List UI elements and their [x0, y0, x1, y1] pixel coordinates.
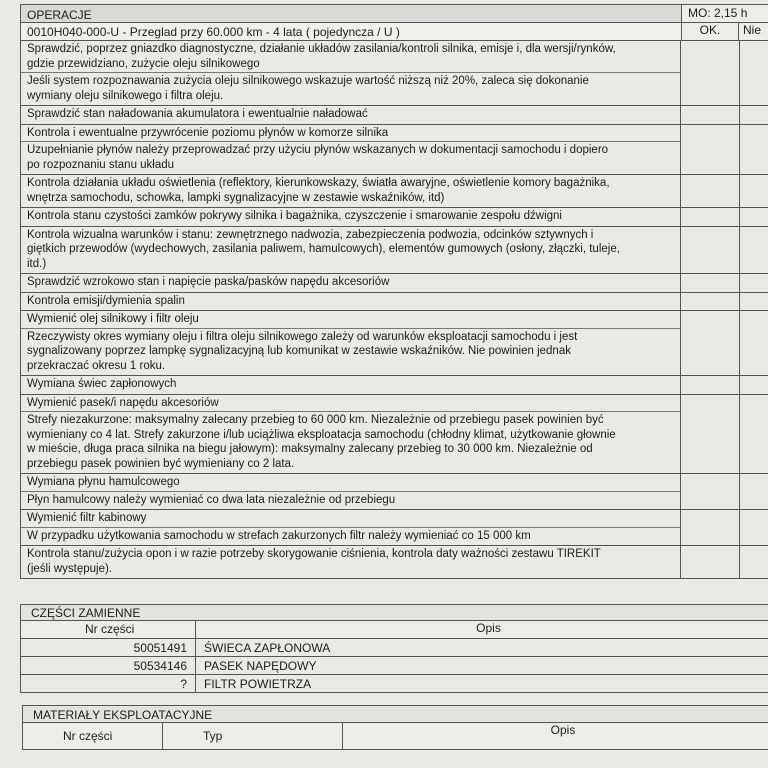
operation-text: [20, 293, 681, 311]
nie-checkbox-cell[interactable]: [740, 293, 768, 311]
operation-row: [20, 125, 768, 176]
operation-text: [20, 376, 681, 394]
materials-col-type: Typ: [163, 723, 343, 749]
operation-note-line: po rozpoznaniu stanu układu: [27, 158, 175, 171]
ok-checkbox-cell[interactable]: [681, 546, 740, 578]
operation-row: [20, 376, 768, 395]
part-number: ?: [21, 675, 196, 692]
materials-title: MATERIAŁY EKSPLOATACYJNE: [23, 705, 768, 723]
ok-checkbox-cell[interactable]: [681, 311, 740, 375]
ok-checkbox-cell[interactable]: [681, 510, 740, 545]
ok-checkbox-cell[interactable]: [681, 274, 740, 292]
ok-checkbox-cell[interactable]: [681, 208, 740, 226]
nie-checkbox-cell[interactable]: [740, 376, 768, 394]
operation-row: [20, 208, 768, 227]
operation-note-line: Uzupełnianie płynów należy przeprowadzać przy użyciu płynów wskazanych w dokumentacji samochodu i dopiero: [27, 144, 609, 156]
operation-text: [20, 474, 681, 509]
operation-row: [20, 510, 768, 546]
part-number: 50051491: [21, 639, 196, 656]
operation-line: wnętrza samochodu, schowka, lampki sygnalizacyjne w zestawie wskaźników, itd): [27, 191, 445, 204]
operation-row: [20, 227, 768, 275]
operation-row: [20, 175, 768, 208]
operation-row: [20, 106, 768, 125]
operations-header: [20, 4, 768, 23]
operation-text: [20, 311, 681, 375]
operation-note-line: Strefy niezakurzone: maksymalny zalecany przebieg to 60 000 km. Niezależnie od przebiegu pasek powinien być: [27, 414, 604, 426]
operation-text: [20, 125, 681, 175]
operation-note-line: sygnalizowany poprzez lampkę sygnalizacyjną lub komunikat w zestawie wskaźników. Nie powinien jednak: [27, 345, 571, 357]
operation-note-line: Płyn hamulcowy należy wymieniać co dwa lata niezależnie od przebiegu: [27, 493, 396, 506]
nie-checkbox-cell[interactable]: [740, 510, 768, 545]
operation-text: [20, 546, 681, 578]
operation-text: [20, 106, 681, 124]
operation-line: Sprawdzić wzrokowo stan i napięcie paska/pasków napędu akcesoriów: [27, 276, 390, 288]
ok-checkbox-cell[interactable]: [681, 395, 740, 474]
materials-table: [22, 705, 768, 750]
operation-note-line: Jeśli system rozpoznawania zużycia oleju silnikowego wskazuje wartość niższą niż 20%, zaleca się dokonanie: [27, 75, 589, 87]
ok-checkbox-cell[interactable]: [681, 41, 740, 105]
nie-checkbox-cell[interactable]: [740, 395, 768, 474]
table-row: [21, 657, 768, 675]
ok-checkbox-cell[interactable]: [681, 376, 740, 394]
operations-title: OPERACJE: [20, 4, 681, 23]
operation-line: Wymienić filtr kabinowy: [27, 512, 147, 524]
parts-column-headers: [21, 621, 768, 639]
operation-note-line: przekraczać okresu 1 roku.: [27, 359, 166, 372]
operation-line: Kontrola stanu czystości zamków pokrywy silnika i bagażnika, czyszczenie i smarowanie zespołu dźwigni: [27, 210, 562, 222]
parts-table: [20, 604, 768, 693]
operation-line: itd.): [27, 257, 47, 270]
operation-note-line: Rzeczywisty okres wymiany oleju i filtra oleju silnikowego zależy od warunków eksploatacji samochodu i jest: [27, 330, 578, 343]
operation-line: Wymienić olej silnikowy i filtr oleju: [27, 313, 199, 325]
nie-checkbox-cell[interactable]: [740, 208, 768, 226]
service-row: [20, 23, 768, 41]
labor-time: MO: 2,15 h: [681, 4, 768, 23]
ok-checkbox-cell[interactable]: [681, 293, 740, 311]
ok-checkbox-cell[interactable]: [681, 175, 740, 207]
ok-column-header: OK.: [681, 23, 739, 41]
nie-checkbox-cell[interactable]: [740, 546, 768, 578]
operation-note: [21, 411, 680, 471]
operation-line: Kontrola stanu/zużycia opon i w razie potrzeby skorygowanie ciśnienia, kontrola daty ważności zestawu TIREKIT: [27, 548, 601, 560]
operation-note: [21, 328, 680, 374]
operation-line: gdzie przewidziano, zużycie oleju silnikowego: [27, 57, 260, 70]
nie-checkbox-cell[interactable]: [740, 311, 768, 375]
operation-line: Kontrola emisji/dymienia spalin: [27, 294, 185, 307]
operation-note-line: wymiany oleju silnikowego i filtra oleju.: [27, 89, 224, 102]
operation-line: Kontrola wizualna warunków i stanu: zewnętrznego nadwozia, zabezpieczenia podwozia, odcinków sztywnych i: [27, 228, 594, 241]
operation-line: giętkich przewodów (wydechowych, zasilania paliwem, hamulcowych), elementów gumowych (osłony, złączki, tuleje,: [27, 243, 620, 255]
nie-checkbox-cell[interactable]: [740, 175, 768, 207]
nie-checkbox-cell[interactable]: [740, 125, 768, 175]
operation-note: [21, 491, 680, 508]
operation-text: [20, 227, 681, 274]
ok-checkbox-cell[interactable]: [681, 106, 740, 124]
operation-text: [20, 510, 681, 545]
materials-col-number: Nr części: [23, 723, 163, 749]
operation-text: [20, 274, 681, 292]
operations-table: [20, 4, 768, 579]
part-name: PASEK NAPĘDOWY: [204, 659, 317, 673]
operation-row: [20, 41, 768, 106]
ok-checkbox-cell[interactable]: [681, 474, 740, 509]
operation-note: [21, 72, 680, 103]
operation-note: [21, 527, 680, 544]
operation-note-line: w mieście, długa praca silnika na biegu jałowym): maksymalny zalecany przebieg to 30 000 km. Niezależnie od: [27, 443, 593, 455]
operation-text: [20, 395, 681, 474]
nie-checkbox-cell[interactable]: [740, 474, 768, 509]
part-name: ŚWIECA ZAPŁONOWA: [204, 641, 331, 655]
operation-line: Kontrola i ewentualne przywrócenie poziomu płynów w komorze silnika: [27, 126, 389, 139]
part-number: 50534146: [21, 657, 196, 674]
operation-row: [20, 546, 768, 579]
nie-checkbox-cell[interactable]: [740, 227, 768, 274]
operation-line: Wymiana świec zapłonowych: [27, 378, 177, 390]
nie-checkbox-cell[interactable]: [740, 274, 768, 292]
operation-text: [20, 175, 681, 207]
operation-note: [21, 141, 680, 172]
operation-row: [20, 311, 768, 376]
operation-note-line: przebiegu pasek powinien być wymieniany co 2 lata.: [27, 457, 295, 470]
ok-checkbox-cell[interactable]: [681, 227, 740, 274]
operation-row: [20, 395, 768, 475]
parts-col-desc: Opis: [476, 621, 501, 635]
operation-line: Kontrola działania układu oświetlenia (reflektory, kierunkowskazy, światła awaryjne, oświetlenie komory bagażnika,: [27, 177, 610, 189]
operation-note-line: W przypadku użytkowania samochodu w strefach zakurzonych filtr należy wymieniać co 15 000 km: [27, 529, 531, 542]
operation-line: Sprawdzić, poprzez gniazdko diagnostyczne, działanie układów zasilania/kontroli silnika, emisje i, dla wersji/rynków,: [27, 43, 616, 55]
operations-rows: [20, 41, 768, 579]
ok-checkbox-cell[interactable]: [681, 125, 740, 175]
operation-text: [20, 41, 681, 105]
operation-row: [20, 274, 768, 293]
operation-line: Wymiana płynu hamulcowego: [27, 476, 180, 488]
operation-line: Sprawdzić stan naładowania akumulatora i ewentualnie naładować: [27, 108, 368, 120]
nie-checkbox-cell[interactable]: [740, 106, 768, 124]
nie-checkbox-cell[interactable]: [740, 41, 768, 105]
materials-column-headers: [23, 723, 768, 750]
table-row: [21, 675, 768, 693]
nie-column-header: Nie: [739, 23, 768, 41]
operation-note-line: wymieniany co 4 lat. Strefy zakurzone i/lub uciążliwa eksploatacja samochodu (chłodny klimat, użytkowanie głownie: [27, 428, 616, 441]
service-title: 0010H040-000-U - Przeglad przy 60.000 km - 4 lata ( pojedyncza / U ): [20, 23, 681, 41]
operation-line: (jeśli występuje).: [27, 562, 112, 575]
operation-line: Wymienić pasek/i napędu akcesoriów: [27, 396, 219, 409]
part-name: FILTR POWIETRZA: [204, 677, 312, 691]
table-row: [21, 639, 768, 657]
parts-col-number: Nr części: [21, 621, 196, 638]
operation-text: [20, 208, 681, 226]
operation-row: [20, 293, 768, 312]
operation-row: [20, 474, 768, 510]
parts-title: CZĘŚCI ZAMIENNE: [21, 604, 768, 621]
materials-col-desc: Opis: [550, 723, 576, 737]
